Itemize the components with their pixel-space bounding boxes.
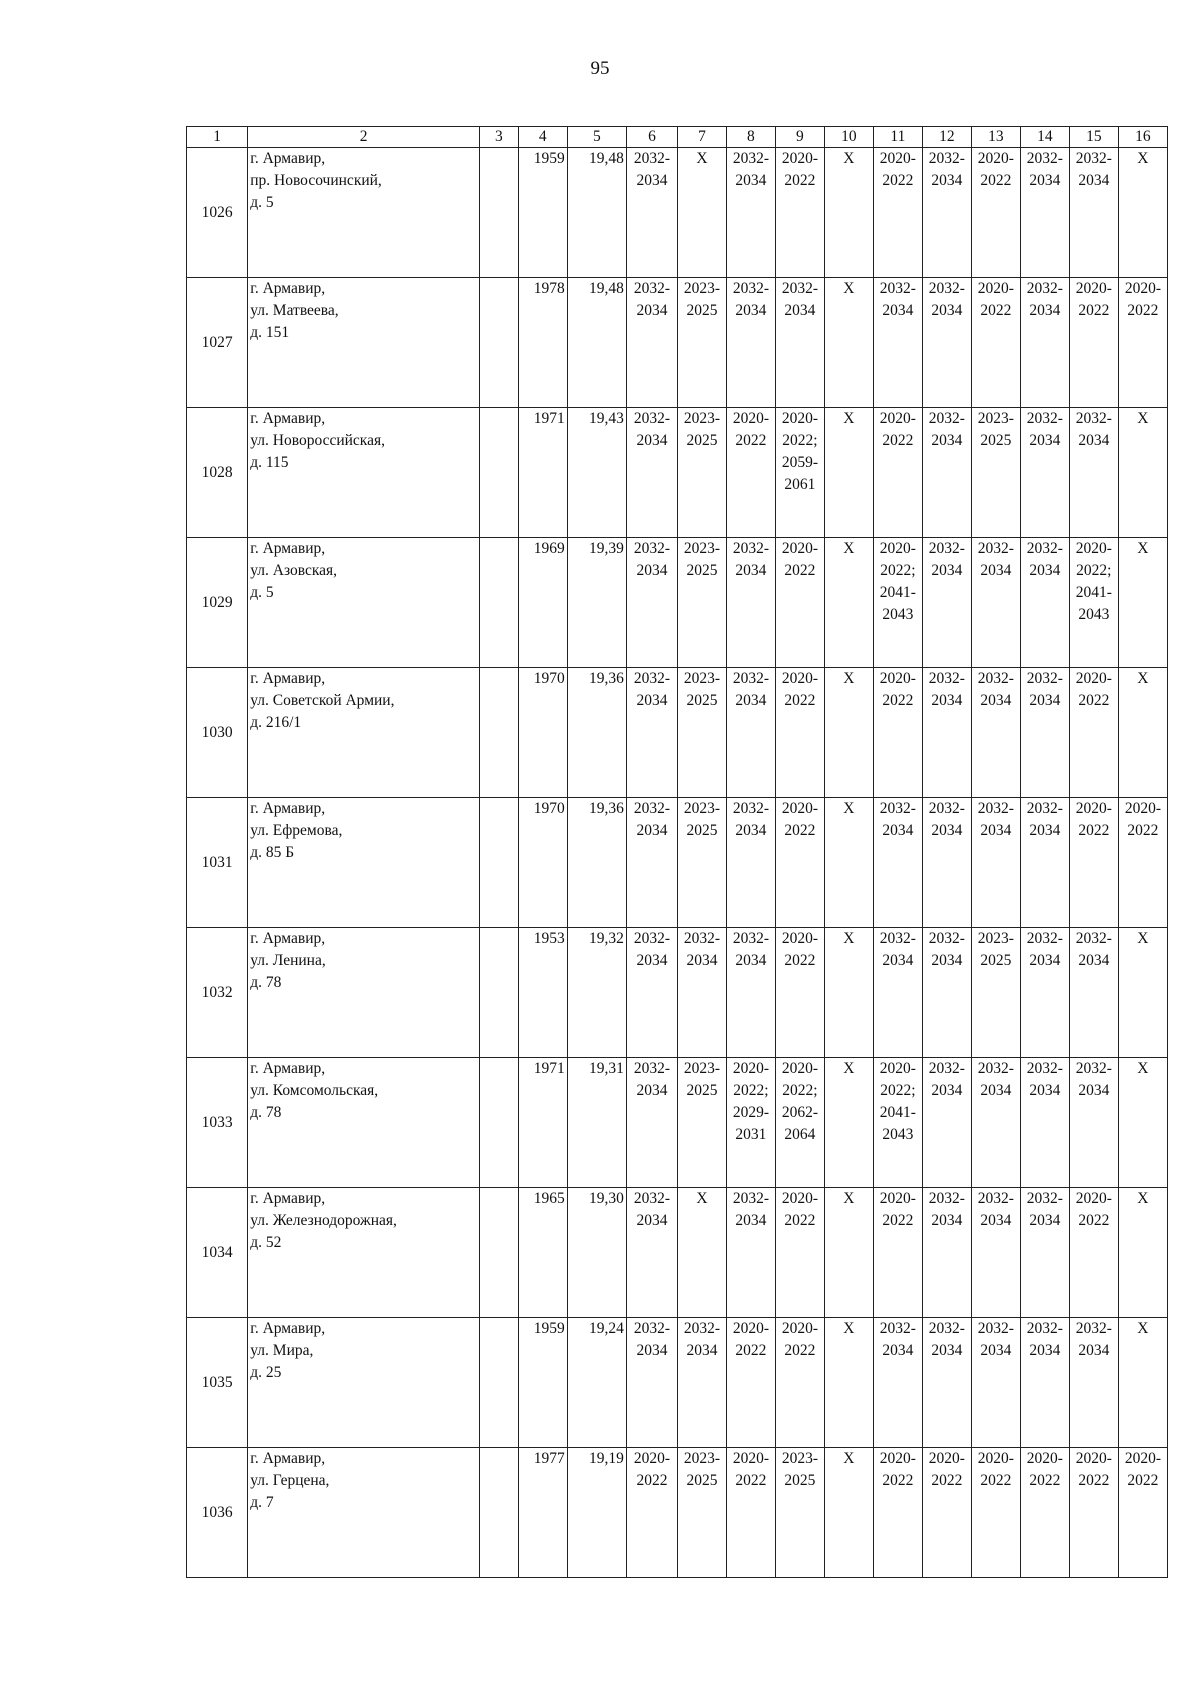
period-cell: 2020- 2022 — [775, 798, 824, 928]
address-cell — [248, 408, 480, 538]
period-cell: 2032- 2034 — [626, 408, 677, 538]
row-number-cell: 1032 — [187, 928, 248, 1058]
address-line: ул. Герцена, — [250, 1472, 330, 1489]
col3-cell — [479, 1058, 518, 1188]
period-cell: 2032- 2034 — [626, 1058, 677, 1188]
year-cell: 1959 — [518, 148, 567, 278]
period-cell: Х — [1118, 668, 1167, 798]
period-cell: Х — [824, 538, 873, 668]
period-cell: 2032- 2034 — [922, 1058, 971, 1188]
period-cell: 2020- 2022 — [726, 408, 775, 538]
table-row — [187, 408, 1168, 538]
period-cell: 2020- 2022; 2041- 2043 — [873, 1058, 922, 1188]
column-number-row — [187, 127, 1168, 148]
period-cell: 2023- 2025 — [677, 538, 726, 668]
value-cell: 19,48 — [567, 278, 626, 408]
year-cell: 1965 — [518, 1188, 567, 1318]
period-cell: 2020- 2022 — [775, 928, 824, 1058]
period-cell: 2032- 2034 — [971, 668, 1020, 798]
table-row — [187, 148, 1168, 278]
period-cell: Х — [824, 148, 873, 278]
period-cell: 2032- 2034 — [1020, 668, 1069, 798]
address-line: ул. Железнодорожная, — [250, 1212, 397, 1229]
address-line: г. Армавир, — [250, 1190, 326, 1207]
period-cell: 2020- 2022 — [1069, 798, 1118, 928]
row-number-cell: 1035 — [187, 1318, 248, 1448]
period-cell: Х — [824, 928, 873, 1058]
period-cell: 2020- 2022 — [1069, 278, 1118, 408]
period-cell: 2023- 2025 — [677, 1058, 726, 1188]
row-number-cell: 1034 — [187, 1188, 248, 1318]
period-cell: 2020- 2022 — [873, 1188, 922, 1318]
address-line: д. 151 — [250, 324, 290, 341]
period-cell: Х — [1118, 1058, 1167, 1188]
period-cell: Х — [824, 408, 873, 538]
row-number-cell: 1026 — [187, 148, 248, 278]
period-cell: 2032- 2034 — [971, 1058, 1020, 1188]
value-cell: 19,48 — [567, 148, 626, 278]
column-header: 16 — [1118, 127, 1167, 148]
period-cell: 2020- 2022 — [971, 148, 1020, 278]
period-cell: 2023- 2025 — [971, 408, 1020, 538]
address-line: г. Армавир, — [250, 150, 326, 167]
period-cell: 2032- 2034 — [726, 538, 775, 668]
address-cell — [248, 1318, 480, 1448]
period-cell: 2032- 2034 — [971, 798, 1020, 928]
table-row — [187, 1448, 1168, 1578]
period-cell: 2020- 2022; 2029- 2031 — [726, 1058, 775, 1188]
period-cell: 2023- 2025 — [775, 1448, 824, 1578]
period-cell: 2032- 2034 — [1020, 798, 1069, 928]
period-cell: Х — [824, 1448, 873, 1578]
period-cell: 2032- 2034 — [775, 278, 824, 408]
period-cell: 2032- 2034 — [626, 278, 677, 408]
period-cell: 2032- 2034 — [922, 668, 971, 798]
period-cell: Х — [1118, 1318, 1167, 1448]
period-cell: 2032- 2034 — [873, 1318, 922, 1448]
col3-cell — [479, 148, 518, 278]
period-cell: 2032- 2034 — [922, 148, 971, 278]
period-cell: Х — [677, 1188, 726, 1318]
column-header: 11 — [873, 127, 922, 148]
table-row — [187, 798, 1168, 928]
period-cell: 2020- 2022; 2062- 2064 — [775, 1058, 824, 1188]
period-cell: Х — [824, 668, 873, 798]
period-cell: 2032- 2034 — [922, 928, 971, 1058]
value-cell: 19,39 — [567, 538, 626, 668]
address-cell — [248, 1188, 480, 1318]
period-cell: 2020- 2022 — [775, 538, 824, 668]
year-cell: 1977 — [518, 1448, 567, 1578]
period-cell: 2032- 2034 — [677, 1318, 726, 1448]
column-header: 13 — [971, 127, 1020, 148]
table-row — [187, 928, 1168, 1058]
period-cell: 2032- 2034 — [626, 798, 677, 928]
period-cell: 2023- 2025 — [677, 668, 726, 798]
value-cell: 19,32 — [567, 928, 626, 1058]
period-cell: 2032- 2034 — [1020, 408, 1069, 538]
table-row — [187, 668, 1168, 798]
year-cell: 1959 — [518, 1318, 567, 1448]
value-cell: 19,19 — [567, 1448, 626, 1578]
period-cell: 2032- 2034 — [922, 1318, 971, 1448]
col3-cell — [479, 278, 518, 408]
period-cell: 2032- 2034 — [922, 408, 971, 538]
row-number-cell: 1030 — [187, 668, 248, 798]
year-cell: 1971 — [518, 408, 567, 538]
period-cell: Х — [677, 148, 726, 278]
period-cell: 2020- 2022 — [873, 148, 922, 278]
col3-cell — [479, 1448, 518, 1578]
period-cell: 2032- 2034 — [971, 538, 1020, 668]
row-number-cell: 1029 — [187, 538, 248, 668]
period-cell: 2032- 2034 — [873, 928, 922, 1058]
period-cell: 2023- 2025 — [677, 278, 726, 408]
period-cell: 2032- 2034 — [1069, 148, 1118, 278]
address-line: д. 85 Б — [250, 844, 295, 861]
period-cell: Х — [824, 1188, 873, 1318]
address-line: г. Армавир, — [250, 670, 326, 687]
period-cell: 2032- 2034 — [1069, 928, 1118, 1058]
address-cell — [248, 668, 480, 798]
col3-cell — [479, 408, 518, 538]
period-cell: 2020- 2022 — [1069, 668, 1118, 798]
period-cell: 2032- 2034 — [1020, 538, 1069, 668]
period-cell: 2023- 2025 — [971, 928, 1020, 1058]
col3-cell — [479, 668, 518, 798]
address-line: г. Армавир, — [250, 1060, 326, 1077]
period-cell: 2032- 2034 — [873, 798, 922, 928]
period-cell: 2020- 2022 — [726, 1448, 775, 1578]
address-cell — [248, 1058, 480, 1188]
period-cell: 2020- 2022 — [1020, 1448, 1069, 1578]
col3-cell — [479, 798, 518, 928]
address-cell — [248, 148, 480, 278]
period-cell: 2032- 2034 — [1020, 1058, 1069, 1188]
period-cell: 2032- 2034 — [1020, 148, 1069, 278]
column-header: 4 — [518, 127, 567, 148]
period-cell: 2020- 2022 — [1118, 1448, 1167, 1578]
table-row — [187, 1318, 1168, 1448]
address-line: г. Армавир, — [250, 930, 326, 947]
period-cell: 2032- 2034 — [922, 1188, 971, 1318]
period-cell: Х — [824, 1058, 873, 1188]
period-cell: Х — [1118, 928, 1167, 1058]
value-cell: 19,24 — [567, 1318, 626, 1448]
period-cell: 2032- 2034 — [971, 1318, 1020, 1448]
period-cell: 2020- 2022 — [775, 148, 824, 278]
period-cell: 2032- 2034 — [971, 1188, 1020, 1318]
period-cell: 2020- 2022 — [1069, 1188, 1118, 1318]
value-cell: 19,31 — [567, 1058, 626, 1188]
period-cell: 2032- 2034 — [726, 148, 775, 278]
period-cell: 2020- 2022 — [922, 1448, 971, 1578]
year-cell: 1971 — [518, 1058, 567, 1188]
year-cell: 1978 — [518, 278, 567, 408]
column-header: 9 — [775, 127, 824, 148]
period-cell: 2023- 2025 — [677, 798, 726, 928]
row-number-cell: 1033 — [187, 1058, 248, 1188]
column-header: 5 — [567, 127, 626, 148]
col3-cell — [479, 928, 518, 1058]
year-cell: 1970 — [518, 798, 567, 928]
column-header: 12 — [922, 127, 971, 148]
period-cell: Х — [1118, 408, 1167, 538]
period-cell: 2020- 2022 — [726, 1318, 775, 1448]
period-cell: 2020- 2022 — [775, 1318, 824, 1448]
period-cell: 2020- 2022 — [971, 278, 1020, 408]
address-cell — [248, 798, 480, 928]
period-cell: 2032- 2034 — [1020, 928, 1069, 1058]
period-cell: Х — [824, 1318, 873, 1448]
address-line: г. Армавир, — [250, 540, 326, 557]
period-cell: 2032- 2034 — [1069, 1318, 1118, 1448]
period-cell: 2020- 2022; 2059- 2061 — [775, 408, 824, 538]
period-cell: 2032- 2034 — [922, 278, 971, 408]
column-header: 14 — [1020, 127, 1069, 148]
address-line: ул. Комсомольская, — [250, 1082, 379, 1099]
period-cell: Х — [824, 798, 873, 928]
period-cell: 2032- 2034 — [1069, 1058, 1118, 1188]
address-line: г. Армавир, — [250, 280, 326, 297]
address-line: ул. Ефремова, — [250, 822, 343, 839]
period-cell: 2020- 2022 — [1069, 1448, 1118, 1578]
period-cell: 2023- 2025 — [677, 1448, 726, 1578]
period-cell: 2032- 2034 — [1020, 1188, 1069, 1318]
period-cell: 2020- 2022 — [971, 1448, 1020, 1578]
period-cell: 2020- 2022 — [1118, 798, 1167, 928]
address-line: ул. Матвеева, — [250, 302, 339, 319]
address-line: д. 5 — [250, 584, 274, 601]
address-line: ул. Новороссийская, — [250, 432, 385, 449]
period-cell: 2020- 2022 — [873, 668, 922, 798]
table-row — [187, 1188, 1168, 1318]
period-cell: 2020- 2022; 2041- 2043 — [1069, 538, 1118, 668]
period-cell: 2020- 2022 — [775, 1188, 824, 1318]
column-header: 6 — [626, 127, 677, 148]
period-cell: Х — [1118, 1188, 1167, 1318]
address-line: г. Армавир, — [250, 1320, 326, 1337]
housing-repair-table — [186, 126, 1168, 1578]
value-cell: 19,30 — [567, 1188, 626, 1318]
row-number-cell: 1031 — [187, 798, 248, 928]
column-header: 3 — [479, 127, 518, 148]
period-cell: 2032- 2034 — [922, 798, 971, 928]
period-cell: 2020- 2022 — [775, 668, 824, 798]
year-cell: 1969 — [518, 538, 567, 668]
column-header: 7 — [677, 127, 726, 148]
period-cell: 2020- 2022 — [626, 1448, 677, 1578]
column-header: 10 — [824, 127, 873, 148]
address-line: ул. Мира, — [250, 1342, 314, 1359]
period-cell: 2032- 2034 — [726, 1188, 775, 1318]
address-line: д. 52 — [250, 1234, 282, 1251]
period-cell: 2032- 2034 — [626, 1318, 677, 1448]
page-number: 95 — [590, 58, 610, 79]
period-cell: 2032- 2034 — [726, 668, 775, 798]
period-cell: 2032- 2034 — [726, 928, 775, 1058]
period-cell: 2020- 2022 — [873, 408, 922, 538]
value-cell: 19,43 — [567, 408, 626, 538]
address-cell — [248, 928, 480, 1058]
period-cell: 2032- 2034 — [626, 928, 677, 1058]
table-row — [187, 1058, 1168, 1188]
period-cell: 2032- 2034 — [922, 538, 971, 668]
period-cell: 2020- 2022; 2041- 2043 — [873, 538, 922, 668]
address-line: ул. Ленина, — [250, 952, 326, 969]
column-header: 15 — [1069, 127, 1118, 148]
year-cell: 1970 — [518, 668, 567, 798]
address-line: д. 25 — [250, 1364, 282, 1381]
period-cell: 2032- 2034 — [626, 668, 677, 798]
period-cell: 2032- 2034 — [677, 928, 726, 1058]
address-cell — [248, 1448, 480, 1578]
period-cell: Х — [1118, 148, 1167, 278]
period-cell: 2032- 2034 — [726, 278, 775, 408]
address-line: г. Армавир, — [250, 1450, 326, 1467]
address-line: д. 78 — [250, 1104, 282, 1121]
address-line: ул. Советской Армии, — [250, 692, 395, 709]
address-line: д. 115 — [250, 454, 289, 471]
row-number-cell: 1028 — [187, 408, 248, 538]
period-cell: 2032- 2034 — [1069, 408, 1118, 538]
value-cell: 19,36 — [567, 668, 626, 798]
period-cell: 2032- 2034 — [626, 538, 677, 668]
address-line: пр. Новосочинский, — [250, 172, 382, 189]
address-cell — [248, 278, 480, 408]
column-header: 2 — [248, 127, 480, 148]
period-cell: 2020- 2022 — [873, 1448, 922, 1578]
period-cell: 2032- 2034 — [726, 798, 775, 928]
address-line: д. 216/1 — [250, 714, 302, 731]
col3-cell — [479, 1318, 518, 1448]
year-cell: 1953 — [518, 928, 567, 1058]
period-cell: 2032- 2034 — [626, 148, 677, 278]
row-number-cell: 1036 — [187, 1448, 248, 1578]
col3-cell — [479, 538, 518, 668]
period-cell: 2032- 2034 — [873, 278, 922, 408]
address-line: д. 5 — [250, 194, 274, 211]
table-row — [187, 538, 1168, 668]
address-cell — [248, 538, 480, 668]
column-header: 8 — [726, 127, 775, 148]
address-line: д. 7 — [250, 1494, 274, 1511]
col3-cell — [479, 1188, 518, 1318]
period-cell: 2032- 2034 — [626, 1188, 677, 1318]
period-cell: 2020- 2022 — [1118, 278, 1167, 408]
column-header: 1 — [187, 127, 248, 148]
period-cell: 2023- 2025 — [677, 408, 726, 538]
period-cell: 2032- 2034 — [1020, 278, 1069, 408]
table-body — [187, 148, 1168, 1578]
row-number-cell: 1027 — [187, 278, 248, 408]
address-line: ул. Азовская, — [250, 562, 338, 579]
table-row — [187, 278, 1168, 408]
address-line: д. 78 — [250, 974, 282, 991]
period-cell: Х — [1118, 538, 1167, 668]
period-cell: Х — [824, 278, 873, 408]
address-line: г. Армавир, — [250, 800, 326, 817]
value-cell: 19,36 — [567, 798, 626, 928]
address-line: г. Армавир, — [250, 410, 326, 427]
period-cell: 2032- 2034 — [1020, 1318, 1069, 1448]
